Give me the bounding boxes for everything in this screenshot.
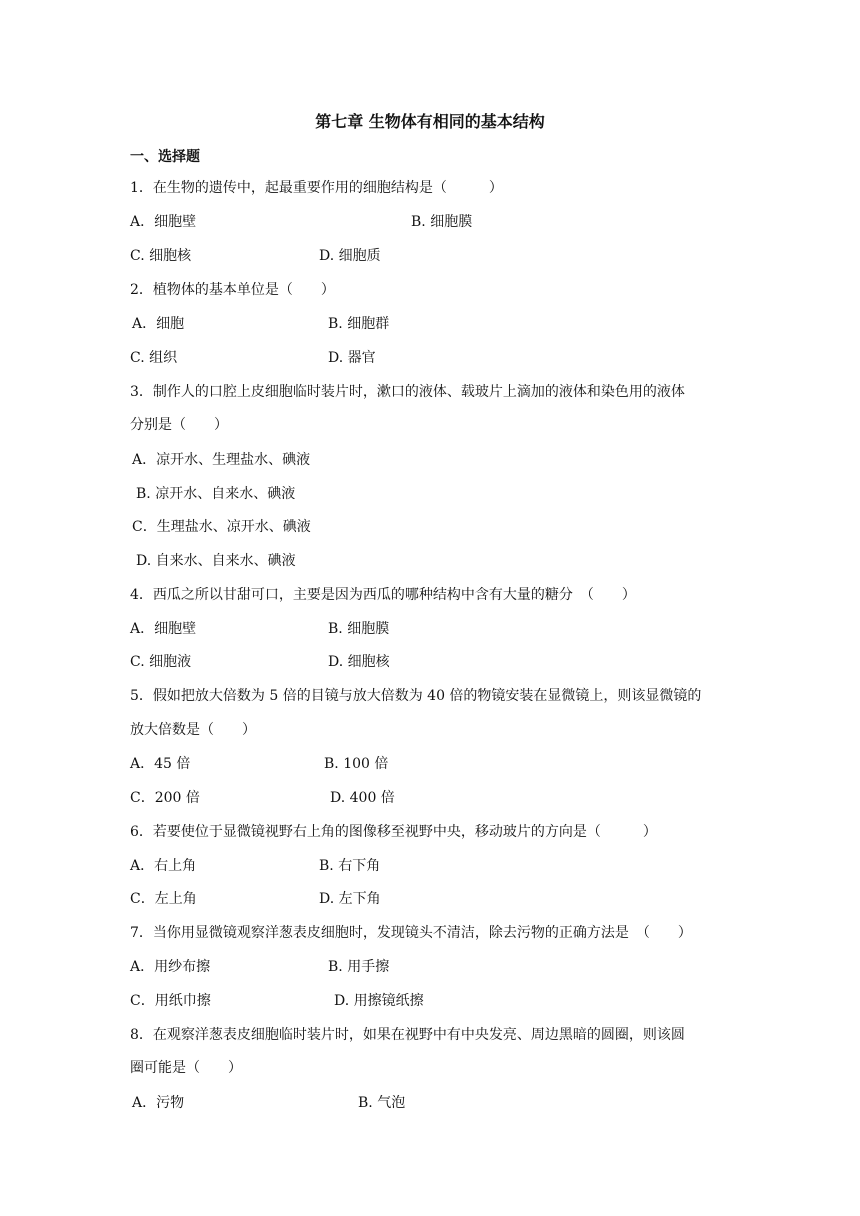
question-8-option-b: B. 气泡 xyxy=(358,1095,406,1111)
question-3-option-a: A．凉开水、生理盐水、碘液 xyxy=(132,452,311,468)
question-5-stem-line-1: 5．假如把放大倍数为 5 倍的目镜与放大倍数为 40 倍的物镜安装在显微镜上，则该显微镜的 xyxy=(130,688,702,704)
question-1-option-c: C. 细胞核 xyxy=(130,248,192,264)
question-5-option-b: B. 100 倍 xyxy=(324,756,389,772)
question-5-option-c: C．200 倍 xyxy=(130,790,200,806)
section-heading: 一、选择题 xyxy=(130,149,200,165)
question-8-option-a: A．污物 xyxy=(132,1095,185,1111)
question-5-stem-line-2: 放大倍数是（ ） xyxy=(130,722,256,738)
question-6-stem: 6．若要使位于显微镜视野右上角的图像移至视野中央，移动玻片的方向是（ ） xyxy=(130,824,657,840)
question-1-stem: 1．在生物的遗传中，起最重要作用的细胞结构是（ ） xyxy=(130,180,503,196)
question-5-option-d: D. 400 倍 xyxy=(330,790,395,806)
question-2-option-a: A．细胞 xyxy=(132,316,185,332)
question-6-option-b: B. 右下角 xyxy=(319,858,381,874)
question-8-stem-line-1: 8．在观察洋葱表皮细胞临时装片时，如果在视野中有中央发亮、周边黑暗的圆圈，则该圆 xyxy=(130,1027,685,1043)
question-1-option-a: A．细胞壁 xyxy=(130,214,197,230)
question-1-option-d: D. 细胞质 xyxy=(319,248,381,264)
question-1-option-b: B. 细胞膜 xyxy=(411,214,473,230)
question-5-option-a: A．45 倍 xyxy=(130,756,191,772)
question-7-option-b: B. 用手擦 xyxy=(328,959,390,975)
question-2-stem: 2．植物体的基本单位是（ ） xyxy=(130,282,335,298)
question-6-option-a: A．右上角 xyxy=(130,858,197,874)
question-2-option-d: D. 器官 xyxy=(328,350,376,366)
question-4-option-a: A．细胞壁 xyxy=(130,621,197,637)
question-6-option-d: D. 左下角 xyxy=(319,891,381,907)
question-6-option-c: C．左上角 xyxy=(130,891,197,907)
question-4-option-b: B. 细胞膜 xyxy=(328,621,390,637)
question-7-option-d: D. 用擦镜纸擦 xyxy=(334,993,424,1009)
question-4-stem: 4．西瓜之所以甘甜可口，主要是因为西瓜的哪种结构中含有大量的糖分 （ ） xyxy=(130,587,636,603)
question-7-option-c: C．用纸巾擦 xyxy=(130,993,211,1009)
question-7-option-a: A．用纱布擦 xyxy=(130,959,211,975)
question-3-option-b: B. 凉开水、自来水、碘液 xyxy=(136,486,296,502)
question-3-option-d: D. 自来水、自来水、碘液 xyxy=(136,553,296,569)
question-3-option-c: C．生理盐水、凉开水、碘液 xyxy=(132,519,311,535)
question-3-stem-line-1: 3．制作人的口腔上皮细胞临时装片时，漱口的液体、载玻片上滴加的液体和染色用的液体 xyxy=(130,384,685,400)
question-4-option-d: D. 细胞核 xyxy=(328,654,390,670)
question-2-option-c: C. 组织 xyxy=(130,350,178,366)
question-7-stem: 7．当你用显微镜观察洋葱表皮细胞时，发现镜头不清洁，除去污物的正确方法是 （ ） xyxy=(130,925,692,941)
question-2-option-b: B. 细胞群 xyxy=(328,316,390,332)
question-4-option-c: C. 细胞液 xyxy=(130,654,192,670)
question-8-stem-line-2: 圈可能是（ ） xyxy=(130,1060,242,1076)
question-3-stem-line-2: 分别是（ ） xyxy=(130,417,228,433)
page-title: 第七章 生物体有相同的基本结构 xyxy=(315,112,545,131)
